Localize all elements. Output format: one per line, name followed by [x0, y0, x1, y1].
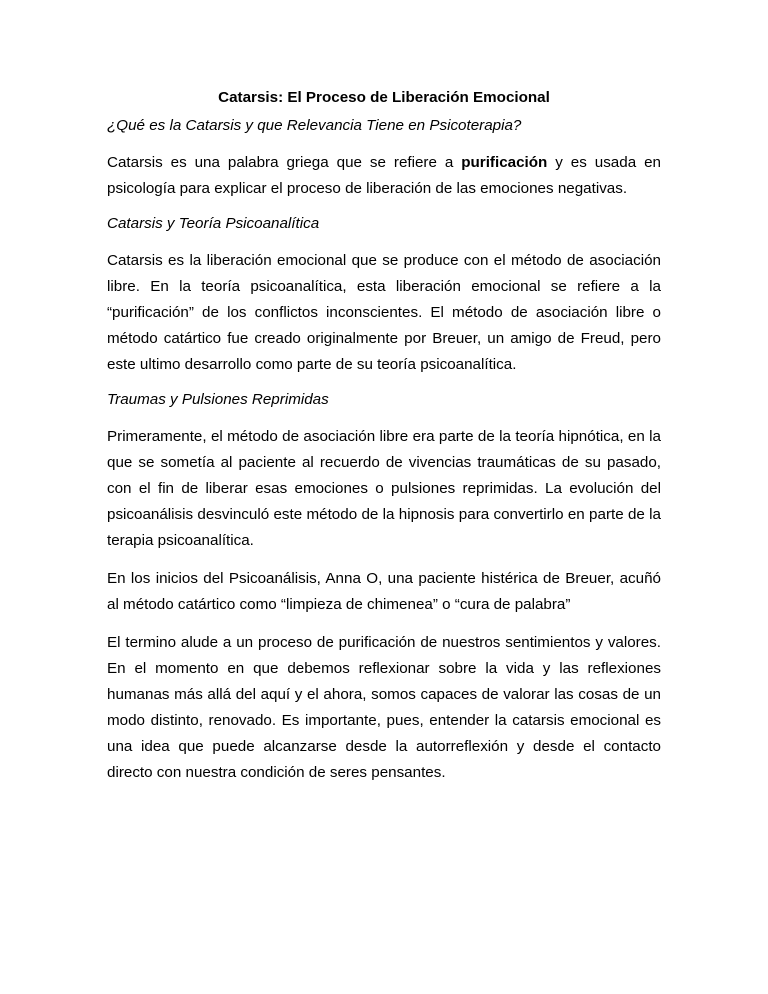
bold-term-purificacion: purificación — [461, 154, 548, 171]
section-heading-relevancia: ¿Qué es la Catarsis y que Relevancia Tiene en Psicoterapia? — [107, 117, 522, 134]
section-heading-traumas: Traumas y Pulsiones Reprimidas — [107, 391, 329, 408]
paragraph-definicion — [107, 150, 661, 202]
paragraph-text: Catarsis es una palabra griega que se refiere a — [107, 154, 462, 171]
paragraph-teoria: Catarsis es la liberación emocional que se produce con el método de asociación libre. En la teoría psicoanalítica, esta liberación emocional se refiere a la “purificación” de los conflictos inconscientes. El método de asociación libre o método catártico fue creado originalmente por Breuer, un amigo de Freud, pero este ultimo desarrollo como parte de su teoría psicoanalítica. — [107, 252, 661, 373]
document-page — [107, 88, 661, 796]
paragraph-text: y es usada en psicología para explicar el proceso de liberación de las emociones negativas. — [107, 154, 661, 197]
section-heading-teoria: Catarsis y Teoría Psicoanalítica — [107, 215, 320, 232]
paragraph-anna-o: En los inicios del Psicoanálisis, Anna O, una paciente histérica de Breuer, acuñó al método catártico como “limpieza de chimenea” o “cura de palabra” — [107, 570, 661, 613]
paragraph-hipnosis: Primeramente, el método de asociación libre era parte de la teoría hipnótica, en la que se sometía al paciente al recuerdo de vivencias traumáticas de su pasado, con el fin de liberar esas emociones o pulsiones reprimidas. La evolución del psicoanálisis desvinculó este método de la hipnosis para convertirlo en parte de la terapia psicoanalítica. — [107, 428, 661, 549]
document-title: Catarsis: El Proceso de Liberación Emocional — [218, 89, 550, 106]
paragraph-purificacion: El termino alude a un proceso de purificación de nuestros sentimientos y valores. En el momento en que debemos reflexionar sobre la vida y las reflexiones humanas más allá del aquí y el ahora, somos capaces de valorar las cosas de un modo distinto, renovado. Es importante, pues, entender la catarsis emocional es una idea que puede alcanzarse desde la autorreflexión y desde el contacto directo con nuestra condición de seres pensantes. — [107, 634, 661, 781]
